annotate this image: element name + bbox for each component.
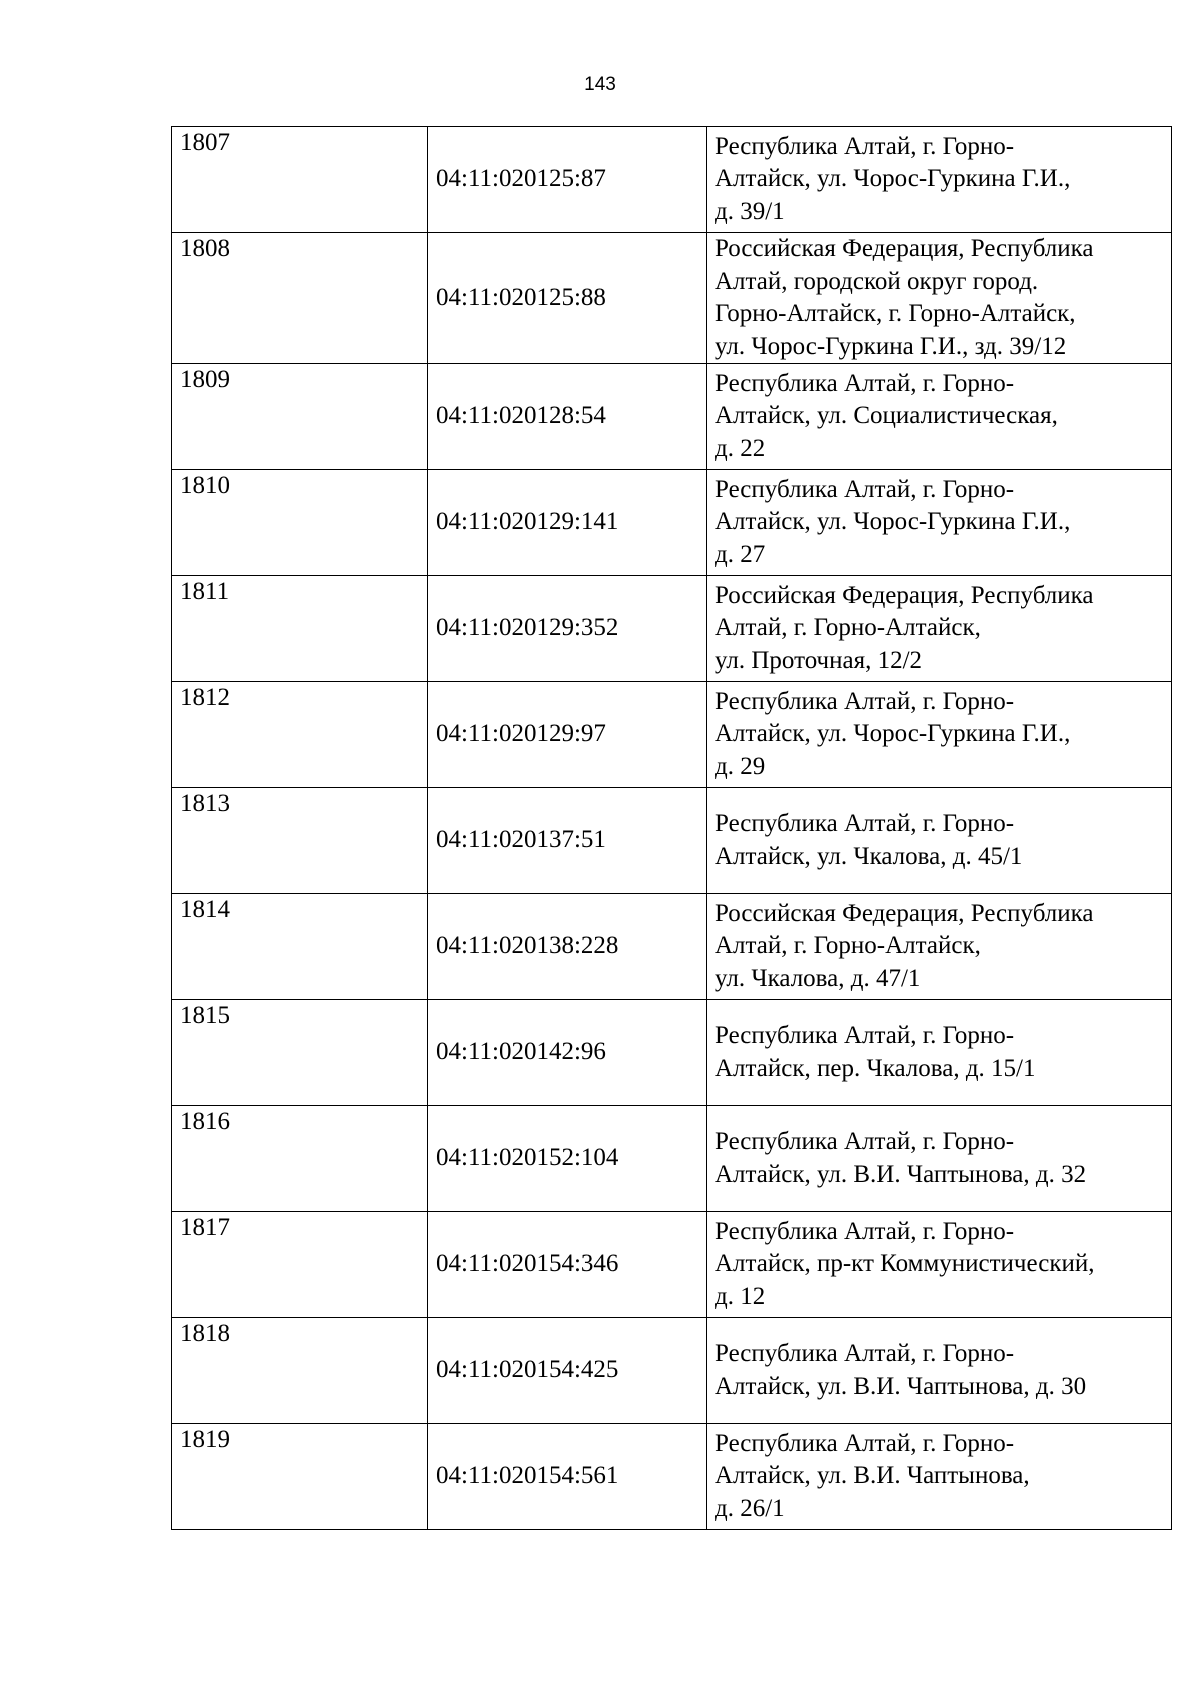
address-cell [707,1000,1172,1106]
address-cell [707,682,1172,788]
table-row [172,1000,1172,1106]
row-number: 1812 [172,682,428,788]
address-line: Горно-Алтайск, г. Горно-Алтайск, [715,300,1076,327]
row-number: 1810 [172,470,428,576]
address-line: Алтай, городской округ город. [715,267,1039,295]
address-cell [707,233,1172,364]
table-row [172,1106,1172,1212]
address-cell [707,127,1172,233]
address-line: д. 22 [715,434,766,462]
address-line: Алтайск, ул. В.И. Чаптынова, [715,1462,1030,1490]
address-line: Алтайск, пр-кт Коммунистический, [715,1250,1095,1278]
address-cell [707,894,1172,1000]
cadastral-number: 04:11:020129:141 [428,470,707,576]
address-line: Российская Федерация, Республика [715,581,1094,609]
address-line: ул. Чкалова, д. 47/1 [715,964,921,992]
table-row [172,682,1172,788]
address-cell [707,1106,1172,1212]
address-line: Республика Алтай, г. Горно- [715,132,1015,160]
table-row [172,894,1172,1000]
address-line: ул. Проточная, 12/2 [715,646,923,674]
row-number: 1814 [172,894,428,1000]
address-line: Республика Алтай, г. Горно- [715,1217,1015,1245]
row-number: 1809 [172,364,428,470]
row-number: 1816 [172,1106,428,1212]
row-number: 1819 [172,1424,428,1530]
table-row [172,233,1172,364]
address-line: Алтайск, ул. Чкалова, д. 45/1 [715,842,1023,870]
page-number: 143 [584,74,616,95]
property-table [171,126,1172,1530]
address-line: д. 29 [715,752,766,780]
cadastral-number: 04:11:020128:54 [428,364,707,470]
address-line: Алтайск, ул. В.И. Чаптынова, д. 32 [715,1160,1087,1188]
cadastral-number: 04:11:020154:425 [428,1318,707,1424]
address-line: Алтайск, ул. Чорос-Гуркина Г.И., [715,508,1071,536]
address-line: Республика Алтай, г. Горно- [715,810,1015,837]
address-line: Алтай, г. Горно-Алтайск, [715,614,981,642]
cadastral-number: 04:11:020137:51 [428,788,707,894]
cadastral-number: 04:11:020129:352 [428,576,707,682]
table-row [172,127,1172,233]
cadastral-number: 04:11:020154:561 [428,1424,707,1530]
address-line: Республика Алтай, г. Горно- [715,369,1015,397]
table-row [172,470,1172,576]
address-line: д. 26/1 [715,1494,785,1522]
cadastral-number: 04:11:020138:228 [428,894,707,1000]
row-number: 1808 [172,233,428,364]
cadastral-number: 04:11:020152:104 [428,1106,707,1212]
address-cell [707,576,1172,682]
property-table-body [172,127,1172,1530]
address-line: д. 12 [715,1282,766,1310]
address-line: д. 27 [715,540,766,568]
address-line: Республика Алтай, г. Горно- [715,1128,1015,1155]
address-line: Республика Алтай, г. Горно- [715,687,1015,715]
address-cell [707,1212,1172,1318]
table-row [172,364,1172,470]
address-line: Алтайск, ул. В.И. Чаптынова, д. 30 [715,1372,1087,1400]
address-line: Республика Алтай, г. Горно- [715,1340,1015,1367]
address-line: д. 39/1 [715,197,785,225]
table-row [172,1212,1172,1318]
address-line: Алтайск, ул. Социалистическая, [715,402,1058,430]
row-number: 1817 [172,1212,428,1318]
table-row [172,1424,1172,1530]
cadastral-number: 04:11:020142:96 [428,1000,707,1106]
row-number: 1811 [172,576,428,682]
table-row [172,788,1172,894]
row-number: 1813 [172,788,428,894]
address-cell [707,788,1172,894]
address-line: Республика Алтай, г. Горно- [715,475,1015,503]
address-line: Российская Федерация, Республика [715,899,1094,927]
cadastral-number: 04:11:020129:97 [428,682,707,788]
cadastral-number: 04:11:020154:346 [428,1212,707,1318]
cadastral-number: 04:11:020125:88 [428,233,707,364]
address-line: Алтай, г. Горно-Алтайск, [715,932,981,960]
table-row [172,1318,1172,1424]
address-line: Республика Алтай, г. Горно- [715,1429,1015,1457]
row-number: 1818 [172,1318,428,1424]
row-number: 1807 [172,127,428,233]
address-line: Алтайск, пер. Чкалова, д. 15/1 [715,1054,1036,1082]
address-cell [707,364,1172,470]
address-line: Алтайск, ул. Чорос-Гуркина Г.И., [715,165,1071,193]
row-number: 1815 [172,1000,428,1106]
address-line: ул. Чорос-Гуркина Г.И., зд. 39/12 [715,332,1067,360]
address-line: Алтайск, ул. Чорос-Гуркина Г.И., [715,720,1071,748]
address-cell [707,1318,1172,1424]
address-cell [707,1424,1172,1530]
cadastral-number: 04:11:020125:87 [428,127,707,233]
address-line: Российская Федерация, Республика [715,235,1094,262]
address-cell [707,470,1172,576]
address-line: Республика Алтай, г. Горно- [715,1022,1015,1049]
table-row [172,576,1172,682]
